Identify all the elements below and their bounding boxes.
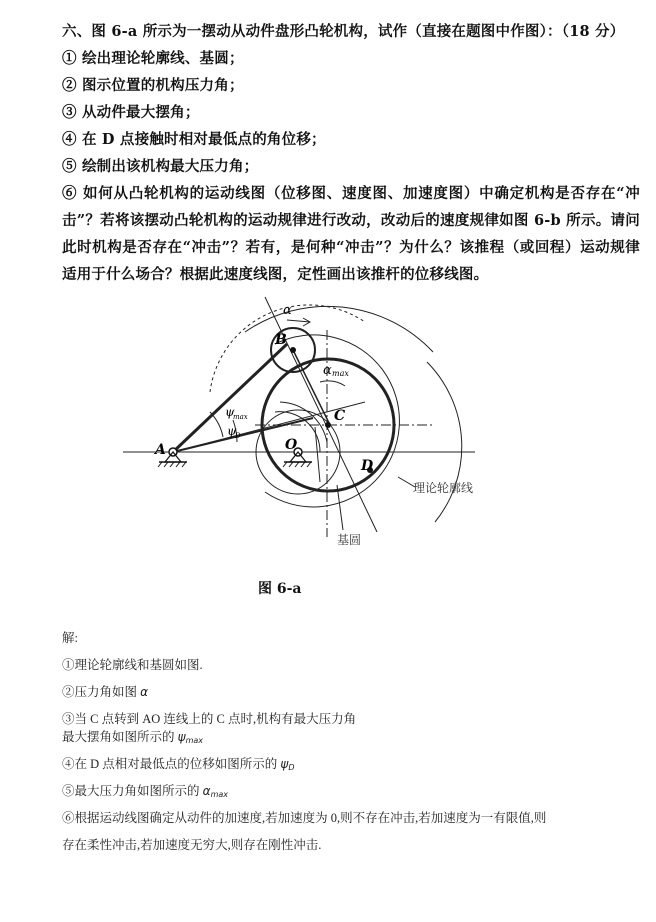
- answer-line-3: ③当 C 点转到 AO 连线上的 C 点时,机构有最大压力角: [62, 712, 357, 726]
- label-alpha-max: α: [323, 363, 332, 378]
- psi-max-subscript: max: [185, 736, 203, 745]
- question-item-2: ② 图示位置的机构压力角；: [62, 77, 244, 94]
- question-item-4: ④ 在 D 点接触时相对最低点的角位移；: [62, 131, 326, 148]
- question-block: [62, 18, 640, 288]
- answer-line-6: [62, 781, 228, 799]
- question-item-5: ⑤ 绘制出该机构最大压力角；: [62, 158, 259, 175]
- answer-line-2-text: ②压力角如图: [62, 685, 141, 699]
- theory-profile-curve: [265, 335, 399, 507]
- cam-diagram: [115, 292, 525, 554]
- label-psi-d-sub: D: [235, 432, 241, 440]
- psi-d-subscript: D: [288, 763, 295, 772]
- answer-line-5-text: ④在 D 点相对最低点的位移如图所示的: [62, 757, 281, 771]
- answer-line-7: ⑥根据运动线图确定从动件的加速度,若加速度为 0,则不存在冲击,若加速度为一有限值,则: [62, 811, 547, 825]
- psi-d-symbol: ψ: [280, 757, 289, 771]
- label-a: A: [155, 442, 166, 458]
- label-psi-max-sub: max: [233, 413, 248, 421]
- question-item-1: ① 绘出理论轮廓线、基圆；: [62, 50, 244, 67]
- outer-arc: [427, 362, 462, 522]
- label-alpha: α: [283, 303, 292, 318]
- cam-mechanism-figure: [115, 292, 525, 554]
- label-psi-max: ψ: [225, 405, 235, 419]
- answer-line-8: 存在柔性冲击,若加速度无穷大,则存在刚性冲击.: [62, 838, 322, 852]
- alpha-max-subscript: max: [210, 790, 228, 799]
- c-to-base-line: [315, 427, 320, 482]
- answer-line-4-text: 最大摆角如图所示的: [62, 730, 178, 744]
- base-circle-leader: [337, 485, 343, 530]
- label-c: C: [334, 408, 346, 424]
- swing-arc: [210, 305, 365, 392]
- label-alpha-max-sub: max: [332, 369, 349, 378]
- answer-heading: 解:: [62, 631, 78, 645]
- alpha-symbol: α: [140, 685, 149, 699]
- answer-line-2: [62, 682, 148, 700]
- alpha-max-symbol: α: [202, 784, 211, 798]
- label-o: O: [285, 437, 298, 453]
- answer-line-5: [62, 754, 295, 772]
- figure-caption: 图 6-a: [258, 581, 302, 597]
- question-item-3: ③ 从动件最大摆角；: [62, 104, 200, 121]
- point-c: [325, 422, 331, 428]
- question-item-6: ⑥ 如何从凸轮机构的运动线图（位移图、速度图、加速度图）中确定机构是否存在“冲击”？若将该摆动凸轮机构的运动规律进行改动，改动后的速度规律如图 6-b 所示。请问此时机构是否存在“冲击”？若有，是何种“冲击”？为什么？该推程（或回程）运动规律适用于什么场合？根据此速度线图，定性画出该推杆的位移线图。: [62, 185, 640, 283]
- label-b: B: [275, 332, 287, 348]
- answer-line-1: ①理论轮廓线和基圆如图.: [62, 658, 203, 672]
- label-d: D: [361, 458, 374, 474]
- label-psi-d: ψ: [227, 424, 237, 438]
- label-base-circle: 基圆: [337, 533, 362, 547]
- question-title: 六、图 6-a 所示为一摆动从动件盘形凸轮机构，试作（直接在题图中作图）：（18 分）: [62, 23, 625, 40]
- small-arc-1: [275, 412, 320, 452]
- label-theory-profile: 理论轮廓线: [413, 481, 474, 495]
- answer-line-6-text: ⑤最大压力角如图所示的: [62, 784, 203, 798]
- answer-line-4: [62, 727, 203, 745]
- psi-max-symbol: ψ: [177, 730, 186, 744]
- point-b: [290, 347, 296, 353]
- alpha-max-arc: [320, 381, 345, 386]
